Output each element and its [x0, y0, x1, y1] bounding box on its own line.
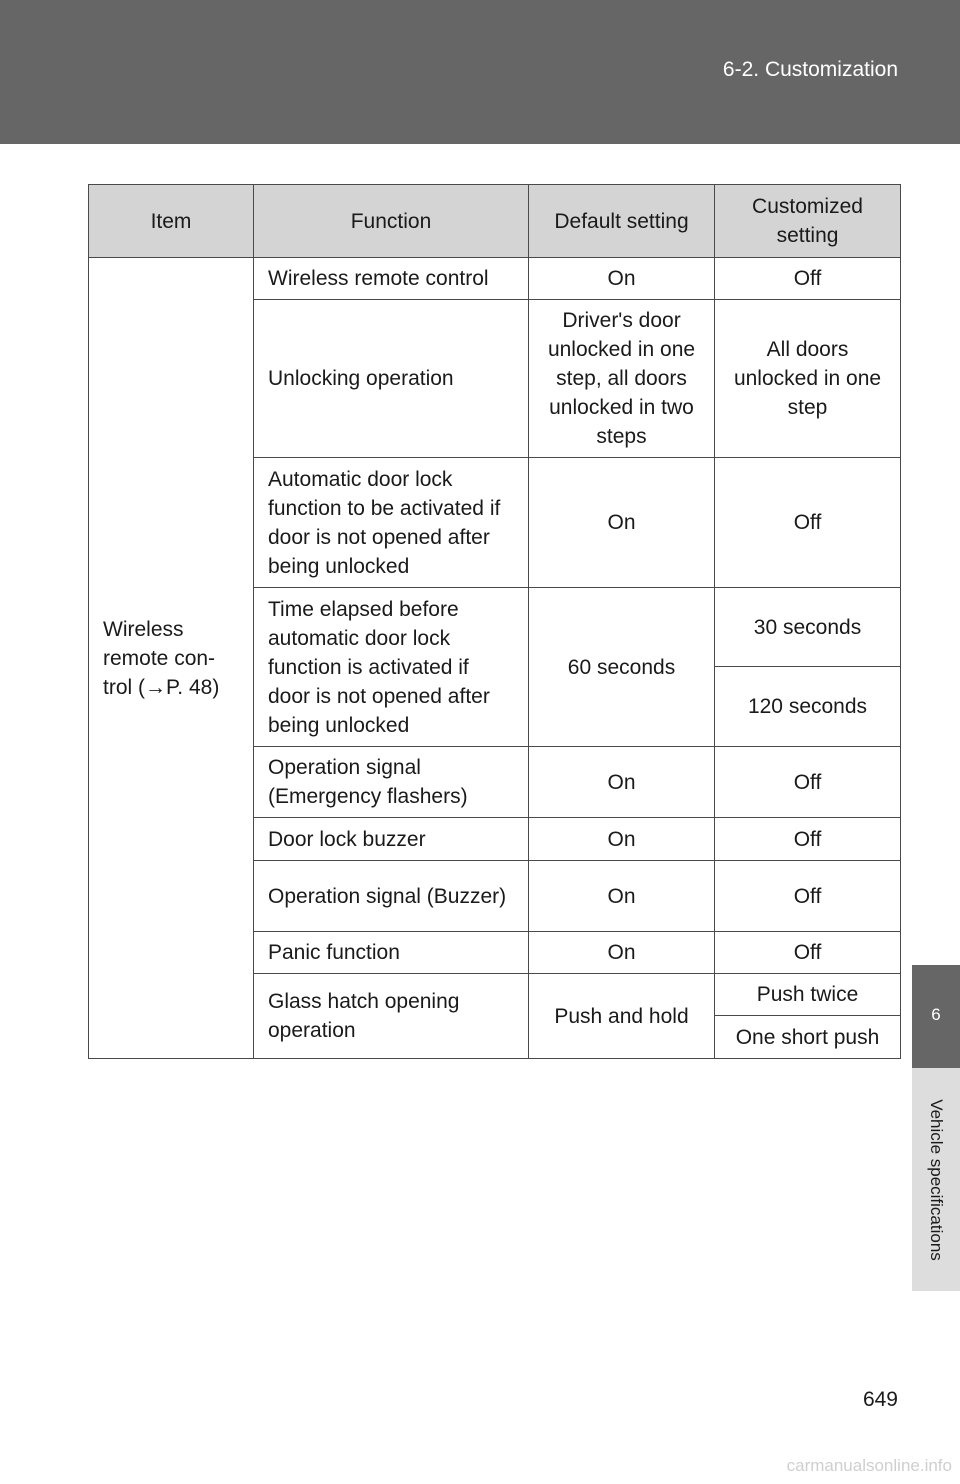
custom-cell: Off: [715, 861, 901, 932]
watermark: carmanualsonline.info: [786, 1456, 952, 1475]
default-cell: Driver's door unlocked in one step, all doors unlocked in two steps: [529, 300, 715, 458]
function-cell: Time elapsed before automatic door lock function is activated if door is not opened after being unlocked: [254, 588, 529, 747]
custom-cell: Off: [715, 258, 901, 300]
function-cell: Unlocking operation: [254, 300, 529, 458]
default-cell: On: [529, 861, 715, 932]
function-cell: Door lock buzzer: [254, 818, 529, 861]
custom-cell: All doors unlocked in one step: [715, 300, 901, 458]
function-cell: Operation signal (Buzzer): [254, 861, 529, 932]
item-cell: Wireless remote con- trol (→P. 48): [89, 258, 254, 1059]
custom-cell: 120 seconds: [715, 667, 901, 747]
default-cell: On: [529, 932, 715, 974]
default-cell: On: [529, 818, 715, 861]
custom-cell: Push twice: [715, 974, 901, 1016]
page-number: 649: [862, 1388, 898, 1411]
header-item: Item: [89, 185, 254, 258]
function-cell: Glass hatch opening operation: [254, 974, 529, 1059]
custom-cell: Off: [715, 818, 901, 861]
function-cell: Wireless remote control: [254, 258, 529, 300]
header-default-setting: Default setting: [529, 185, 715, 258]
default-cell: Push and hold: [529, 974, 715, 1059]
chapter-tab: [912, 1068, 960, 1291]
function-cell: Operation signal (Emergency flashers): [254, 747, 529, 818]
custom-cell: Off: [715, 747, 901, 818]
customization-table: [88, 184, 901, 1059]
default-cell: On: [529, 747, 715, 818]
header-function: Function: [254, 185, 529, 258]
custom-cell: Off: [715, 932, 901, 974]
table-row: [89, 258, 901, 300]
custom-cell: One short push: [715, 1016, 901, 1059]
chapter-tab-label: Vehicle specifications: [927, 1098, 946, 1261]
chapter-tab-number: 6: [912, 965, 960, 1068]
custom-cell: Off: [715, 458, 901, 588]
header-customized-setting: Customized setting: [715, 185, 901, 258]
default-cell: On: [529, 458, 715, 588]
default-cell: On: [529, 258, 715, 300]
page-header: [0, 0, 960, 144]
section-title: 6-2. Customization: [722, 58, 898, 81]
function-cell: Automatic door lock function to be activated if door is not opened after being unlocked: [254, 458, 529, 588]
custom-cell: 30 seconds: [715, 588, 901, 667]
function-cell: Panic function: [254, 932, 529, 974]
table-header-row: [89, 185, 901, 258]
default-cell: 60 seconds: [529, 588, 715, 747]
